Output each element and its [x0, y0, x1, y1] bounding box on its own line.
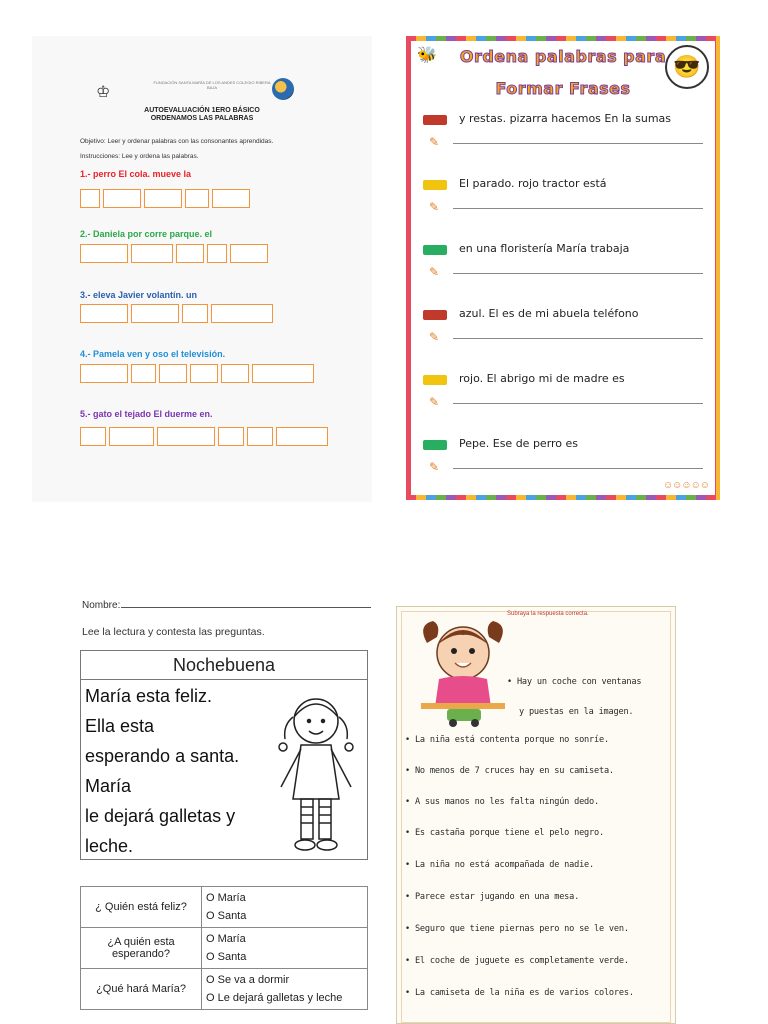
- name-field: [82, 600, 371, 611]
- answer-box[interactable]: [211, 304, 273, 323]
- answer-line[interactable]: [453, 403, 703, 404]
- book-icon: [423, 180, 447, 190]
- scrambled-sentence: El parado. rojo tractor está: [459, 177, 607, 190]
- pencil-icon: ✎: [429, 460, 440, 474]
- answer-line[interactable]: [453, 143, 703, 144]
- sentence-item: [417, 438, 713, 478]
- statement-line[interactable]: • La camiseta de la niña es de varios colores.: [405, 988, 634, 998]
- pencil-icon: ✎: [429, 135, 440, 149]
- name-input-line[interactable]: [121, 607, 371, 608]
- school-name: FUNDACIÓN SANTA MARÍA DE LOS ANDES COLEGIO RIBERA BAJA: [153, 80, 271, 90]
- table-row: [81, 928, 368, 969]
- instructions-text: Instrucciones: Lee y ordena las palabras.: [80, 153, 199, 160]
- table-row: [81, 887, 368, 928]
- answer-line[interactable]: [453, 338, 703, 339]
- scrambled-sentence: azul. El es de mi abuela teléfono: [459, 307, 639, 320]
- statement-line[interactable]: • Es castaña porque tiene el pelo negro.: [405, 828, 604, 838]
- girl-illustration: [271, 687, 361, 857]
- answer-box[interactable]: [80, 189, 100, 208]
- instructions-text: Lee la lectura y contesta las preguntas.: [82, 626, 265, 638]
- sentence-item: [417, 178, 713, 218]
- answer-line[interactable]: [453, 468, 703, 469]
- answer-box[interactable]: [276, 427, 328, 446]
- answer-box[interactable]: [185, 189, 209, 208]
- children-decoration-icon: ☺☺☺☺☺: [662, 480, 709, 491]
- book-icon: [423, 115, 447, 125]
- statement-line[interactable]: • El coche de juguete es completamente verde.: [405, 956, 629, 966]
- reading-line: María esta feliz.: [85, 686, 213, 706]
- answer-box[interactable]: [80, 364, 128, 383]
- statement-line[interactable]: • La niña no está acompañada de nadie.: [405, 860, 595, 870]
- worksheet-subtitle: Formar Frases: [495, 79, 631, 98]
- subraya-worksheet: [396, 606, 676, 1024]
- reading-line: Ella esta: [85, 716, 155, 736]
- sentence-item: [417, 243, 713, 283]
- answer-box[interactable]: [80, 304, 128, 323]
- answer-option[interactable]: O Santa: [206, 951, 247, 963]
- questions-table: [80, 886, 368, 1010]
- answer-option[interactable]: O María: [206, 933, 246, 945]
- scrambled-sentence: en una floristería María trabaja: [459, 242, 630, 255]
- statement-line[interactable]: • Seguro que tiene piernas pero no se le ven.: [405, 924, 629, 934]
- statement-line[interactable]: • Parece estar jugando en una mesa.: [405, 892, 580, 902]
- answer-option[interactable]: O Se va a dormir: [206, 974, 290, 986]
- question-1: 1.- perro El cola. mueve la: [80, 169, 192, 179]
- pencil-icon: ✎: [429, 395, 440, 409]
- sentence-item: [417, 373, 713, 413]
- book-icon: [423, 310, 447, 320]
- scrambled-sentence: y restas. pizarra hacemos En la sumas: [459, 112, 672, 125]
- answer-line[interactable]: [453, 273, 703, 274]
- question-4: 4.- Pamela ven y oso el televisión.: [80, 349, 226, 359]
- statement-line[interactable]: • No menos de 7 cruces hay en su camiseta.: [405, 766, 614, 776]
- table-row: [81, 969, 368, 1010]
- statement-line[interactable]: • Hay un coche con ventanas: [507, 677, 642, 687]
- answer-box[interactable]: [144, 189, 182, 208]
- question-3: 3.- eleva Javier volantín. un: [80, 290, 198, 300]
- options-cell: [202, 887, 368, 928]
- pencil-icon: ✎: [429, 265, 440, 279]
- scrambled-sentence: Pepe. Ese de perro es: [459, 437, 579, 450]
- question-cell: ¿Qué hará María?: [81, 969, 202, 1010]
- options-cell: [202, 969, 368, 1010]
- answer-boxes-5: [80, 427, 328, 446]
- answer-box[interactable]: [157, 427, 215, 446]
- answer-option[interactable]: O María: [206, 892, 246, 904]
- answer-box[interactable]: [103, 189, 141, 208]
- answer-boxes-1: [80, 189, 250, 208]
- bee-icon: 🐝: [417, 47, 437, 64]
- question-cell: ¿ Quién está feliz?: [81, 887, 202, 928]
- answer-box[interactable]: [131, 364, 156, 383]
- worksheet-title: AUTOEVALUACIÓN 1ERO BÁSICO: [144, 107, 260, 114]
- answer-box[interactable]: [131, 244, 173, 263]
- sentence-item: [417, 113, 713, 153]
- name-label: Nombre:: [82, 600, 121, 611]
- statement-line[interactable]: • La niña está contenta porque no sonríe.: [405, 735, 609, 745]
- answer-boxes-3: [80, 304, 273, 323]
- answer-boxes-4: [80, 364, 314, 383]
- mascot-avatar: 😎: [665, 45, 709, 89]
- reading-line: esperando a santa.: [85, 746, 240, 766]
- question-2: 2.- Daniela por corre parque. el: [80, 229, 213, 239]
- answer-box[interactable]: [109, 427, 154, 446]
- answer-box[interactable]: [159, 364, 187, 383]
- question-5: 5.- gato el tejado El duerme en.: [80, 409, 213, 419]
- answer-box[interactable]: [221, 364, 249, 383]
- worksheet-subtitle: ORDENAMOS LAS PALABRAS: [150, 115, 254, 122]
- scrambled-sentence: rojo. El abrigo mi de madre es: [459, 372, 625, 385]
- answer-box[interactable]: [230, 244, 268, 263]
- options-cell: [202, 928, 368, 969]
- reading-line: María: [85, 776, 132, 796]
- worksheet-title: Ordena palabras para: [459, 47, 667, 66]
- question-cell: ¿A quién esta esperando?: [81, 928, 202, 969]
- reading-box: [80, 650, 368, 860]
- objective-text: Objetivo: Leer y ordenar palabras con las consonantes aprendidas.: [80, 138, 274, 145]
- answer-box[interactable]: [176, 244, 204, 263]
- reading-line: leche.: [85, 836, 134, 856]
- reading-title: Nochebuena: [81, 651, 367, 680]
- pencil-icon: ✎: [429, 330, 440, 344]
- autoevaluacion-worksheet: [32, 36, 372, 502]
- answer-option[interactable]: O Le dejará galletas y leche: [206, 992, 343, 1004]
- school-crest-icon: ♔: [96, 84, 111, 101]
- reading-text: [85, 681, 239, 861]
- answer-line[interactable]: [453, 208, 703, 209]
- pencil-icon: ✎: [429, 200, 440, 214]
- worksheet-title: Subraya la respuesta correcta.: [507, 611, 589, 617]
- book-icon: [423, 440, 447, 450]
- answer-box[interactable]: [247, 427, 273, 446]
- answer-option[interactable]: O Santa: [206, 910, 247, 922]
- statement-line[interactable]: y puestas en la imagen.: [519, 707, 634, 717]
- ordena-palabras-worksheet: [406, 36, 720, 500]
- book-icon: [423, 245, 447, 255]
- girl-with-toy-car-illustration: [413, 615, 513, 727]
- answer-box[interactable]: [207, 244, 227, 263]
- nochebuena-worksheet: [78, 596, 378, 1024]
- reading-line: le dejará galletas y: [85, 806, 236, 826]
- book-icon: [423, 375, 447, 385]
- answer-box[interactable]: [252, 364, 314, 383]
- answer-box[interactable]: [212, 189, 250, 208]
- school-globe-logo: [272, 78, 294, 100]
- sentence-item: [417, 308, 713, 348]
- answer-box[interactable]: [131, 304, 179, 323]
- answer-box[interactable]: [218, 427, 244, 446]
- answer-box[interactable]: [80, 244, 128, 263]
- answer-box[interactable]: [80, 427, 106, 446]
- answer-box[interactable]: [182, 304, 208, 323]
- answer-boxes-2: [80, 244, 268, 263]
- answer-box[interactable]: [190, 364, 218, 383]
- statement-line[interactable]: • A sus manos no les falta ningún dedo.: [405, 797, 599, 807]
